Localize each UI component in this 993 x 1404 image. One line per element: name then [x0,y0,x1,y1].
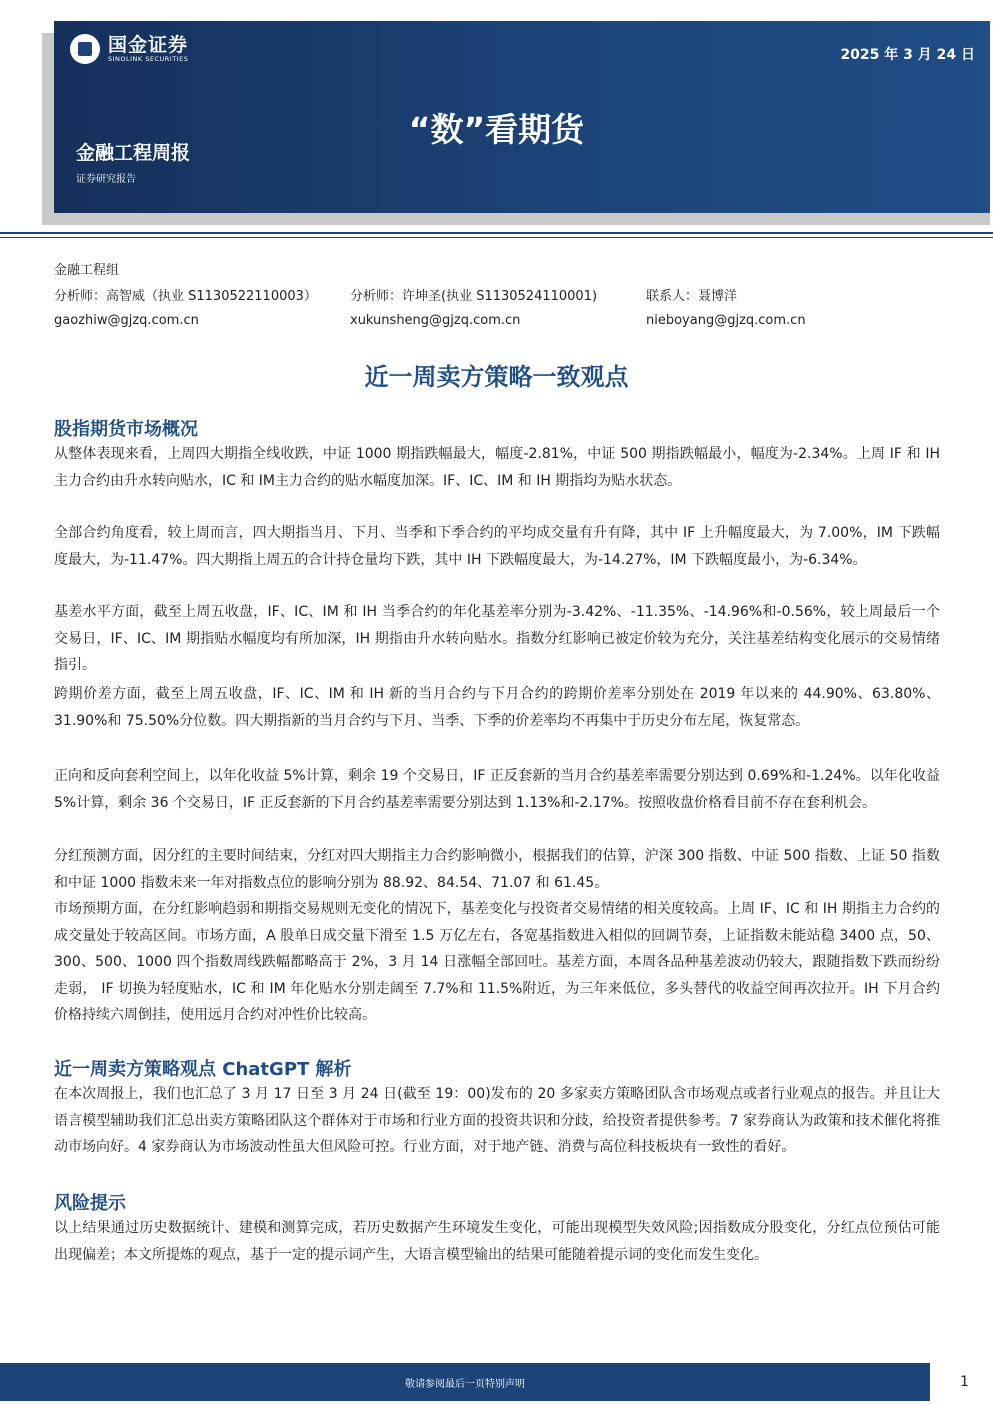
footer-disclaimer: 敬请参阅最后一页特别声明 [405,1379,525,1390]
analyst-line [54,285,954,303]
section-heading-risk: 风险提示 [54,1193,126,1214]
paragraph: 全部合约角度看，较上周而言，四大期指当月、下月、当季和下季合约的平均成交量有升有降，其中 IF 上升幅度最大，为 7.00%，IM 下跌幅度最大，为-11.47%。四大期指上周五的合计持仓量均下跌，其中 IH 下跌幅度最大，为-14.27%，IM 下跌幅度最小，为-6.34%。 [54,525,940,568]
logo-mark-icon [70,34,100,64]
report-subtype: 证券研究报告 [76,174,136,185]
report-title: “数”看期货 [408,110,585,149]
email-1[interactable]: gaozhiw@gjzq.com.cn [54,313,199,328]
report-type: 金融工程周报 [76,142,191,164]
logo-name-cn: 国金证券 [108,34,189,56]
analyst-2: 分析师：许坤圣(执业 S1130524110001) [350,289,598,304]
analyst-1: 分析师：高智威（执业 S1130522110003） [54,289,317,304]
document-title: 近一周卖方策略一致观点 [364,363,629,391]
team-name: 金融工程组 [54,263,120,278]
paragraph: 跨期价差方面，截至上周五收盘，IF、IC、IM 和 IH 新的当月合约与下月合约的跨期价差率分别处在 2019 年以来的 44.90%、63.80%、31.90%和 75.50%分位数。四大期指新的当月合约与下月、当季、下季的价差率均不再集中于历史分布左尾，恢复常态。 [54,686,940,729]
header-divider [0,232,993,234]
email-2[interactable]: xukunsheng@gjzq.com.cn [350,313,521,328]
report-date: 2025 年 3 月 24 日 [840,47,975,63]
paragraph: 在本次周报上，我们也汇总了 3 月 17 日至 3 月 24 日(截至 19：00)发布的 20 多家卖方策略团队含市场观点或者行业观点的报告。并且让大语言模型辅助我们汇总出卖方策略团队这个群体对于市场和行业方面的投资共识和分歧，给投资者提供参考。7 家券商认为政策和技术催化将推动市场向好。4 家券商认为市场波动性虽大但风险可控。行业方面，对于地产链、消费与高位科技板块有一致性的看好。 [54,1086,940,1155]
section-heading-market: 股指期货市场概况 [54,419,198,440]
paragraph: 市场预期方面，在分红影响趋弱和期指交易规则无变化的情况下，基差变化与投资者交易情绪的相关度较高。上周 IF、IC 和 IH 期指主力合约的成交量处于较高区间。市场方面，A 股单日成交量下滑至 1.5 万亿左右，各宽基指数进入相似的回调节奏，上证指数未能站稳 3400 点，50、300、500、1000 四个指数周线跌幅都略高于 2%，3 月 14 日涨幅全部回吐。基差方面，本周各品种基差波动仍较大，跟随指数下跌而纷纷走弱， IF 切换为轻度贴水，IC 和 IM 年化贴水分别走阔至 7.7%和 11.5%附近，为三年来低位，多头替代的收益空间再次拉开。IH 下月合约价格持续六周倒挂，使用远月合约对冲性价比较高。 [54,901,940,1023]
section-heading-chatgpt: 近一周卖方策略观点 ChatGPT 解析 [54,1059,352,1080]
contact-person: 联系人：聂博洋 [646,289,738,304]
logo-name-en: SINOLINK SECURITIES [108,55,189,63]
email-3[interactable]: nieboyang@gjzq.com.cn [646,313,806,328]
paragraph: 以上结果通过历史数据统计、建模和测算完成，若历史数据产生环境发生变化，可能出现模型失效风险;因指数成分股变化，分红点位预估可能出现偏差；本文所提炼的观点，基于一定的提示词产生，大语言模型输出的结果可能随着提示词的变化而发生变化。 [54,1220,940,1263]
header-divider-thin [0,237,993,238]
paragraph: 正向和反向套利空间上，以年化收益 5%计算，剩余 19 个交易日，IF 正反套新的当月合约基差率需要分别达到 0.69%和-1.24%。以年化收益 5%计算，剩余 36 个交易日，IF 正反套新的下月合约基差率需要分别达到 1.13%和-2.17%。按照收盘价格看目前不存在套利机会。 [54,768,940,811]
paragraph: 分红预测方面，因分红的主要时间结束，分红对四大期指主力合约影响微小，根据我们的估算，沪深 300 指数、中证 500 指数、上证 50 指数和中证 1000 指数未来一年对指数点位的影响分别为 88.92、84.54、71.07 和 61.45。 [54,848,940,891]
paragraph: 从整体表现来看，上周四大期指全线收跌，中证 1000 期指跌幅最大，幅度-2.81%，中证 500 期指跌幅最小，幅度为-2.34%。上周 IF 和 IH主力合约由升水转向贴水，IC 和 IM主力合约的贴水幅度加深。IF、IC、IM 和 IH 期指均为贴水状态。 [54,446,940,489]
paragraph: 基差水平方面，截至上周五收盘，IF、IC、IM 和 IH 当季合约的年化基差率分别为-3.42%、-11.35%、-14.96%和-0.56%，较上周最后一个交易日，IF、IC、IM 期指贴水幅度均有所加深，IH 期指由升水转向贴水。指数分红影响已被定价较为充分，关注基差结构变化展示的交易情绪指引。 [54,604,940,673]
email-line [54,313,954,331]
company-logo [70,34,188,64]
page-number: 1 [960,1374,969,1390]
